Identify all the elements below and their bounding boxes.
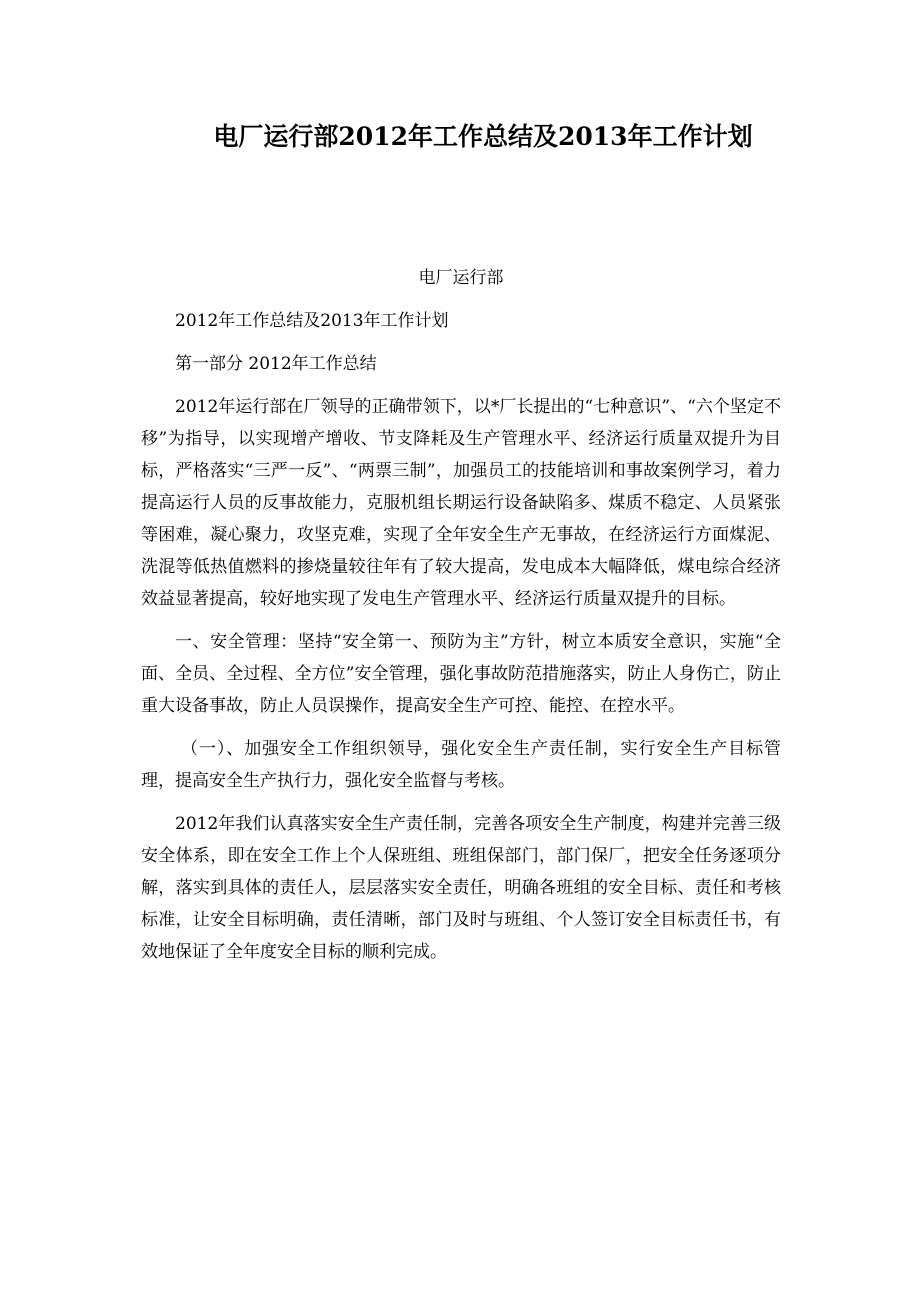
- document-body: [141, 262, 781, 979]
- paragraph-safety-management: 一、安全管理：坚持“安全第一、预防为主”方针，树立本质安全意识，实施“全面、全员、全过程、全方位”安全管理，强化事故防范措施落实，防止人身伤亡，防止重大设备事故，防止人员误操作，提高安全生产可控、能控、在控水平。: [141, 632, 781, 716]
- department-name: 电厂运行部: [418, 268, 504, 288]
- paragraph-safety-responsibility: 2012年我们认真落实安全生产责任制，完善各项安全生产制度，构建并完善三级安全体系，即在安全工作上个人保班组、班组保部门，部门保厂，把安全任务逐项分解，落实到具体的责任人，层层落实安全责任，明确各班组的安全目标、责任和考核标准，让安全目标明确，责任清晰，部门及时与班组、个人签订安全目标责任书，有效地保证了全年度安全目标的顺利完成。: [141, 814, 781, 962]
- document-title: 电厂运行部2012年工作总结及2013年工作计划: [213, 122, 753, 151]
- document-subtitle: 2012年工作总结及2013年工作计划: [175, 311, 449, 331]
- part-heading: 第一部分 2012年工作总结: [175, 354, 377, 374]
- paragraph-safety-organization: （一）、加强安全工作组织领导，强化安全生产责任制，实行安全生产目标管理，提高安全生产执行力，强化安全监督与考核。: [141, 739, 781, 791]
- paragraph-summary: 2012年运行部在厂领导的正确带领下，以*厂长提出的“七种意识”、“六个坚定不移”为指导，以实现增产增收、节支降耗及生产管理水平、经济运行质量双提升为目标，严格落实“三严一反”、“两票三制”，加强员工的技能培训和事故案例学习，着力提高运行人员的反事故能力，克服机组长期运行设备缺陷多、煤质不稳定、人员紧张等困难，凝心聚力，攻坚克难，实现了全年安全生产无事故，在经济运行方面煤泥、洗混等低热值燃料的掺烧量较往年有了较大提高，发电成本大幅降低，煤电综合经济效益显著提高，较好地实现了发电生产管理水平、经济运行质量双提升的目标。: [141, 397, 781, 609]
